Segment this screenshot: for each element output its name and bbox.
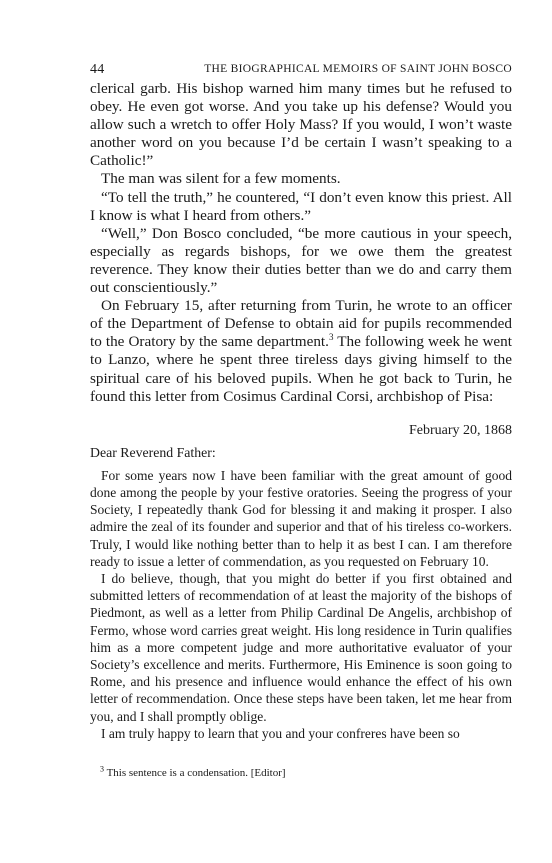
body-paragraph-1: clerical garb. His bishop warned him many times but he refused to obey. He even got worse. And you take up his defense? Would you allow such a wretch to offer Holy Mass? If you would, I won’t waste another word on you because I’d be certain I wasn’t speaking to a Catholic!” — [90, 80, 512, 170]
footnote-text: This sentence is a condensation. [Editor] — [106, 766, 286, 779]
letter-paragraph-3: I am truly happy to learn that you and your confreres have been so — [101, 725, 460, 741]
body-paragraph-2: The man was silent for a few moments. — [101, 170, 341, 188]
letter-date: February 20, 1868 — [408, 422, 512, 438]
footnote-reference: 3 — [328, 332, 334, 343]
page-header — [90, 60, 512, 80]
page-number: 44 — [90, 62, 105, 77]
main-text — [90, 80, 512, 406]
quoted-letter — [90, 422, 512, 742]
body-paragraph-4: “Well,” Don Bosco concluded, “be more cautious in your speech, especially as regards bishops, for we owe them the greatest reverence. They know their duties better than we do and carry them out conscientiously.” — [90, 224, 512, 297]
body-paragraph-5-part-2: The following week he went to Lanzo, where he spent three tireless days giving himself to the spiritual care of his beloved pupils. When he got back to Turin, he found this letter from Cosimus Cardinal Corsi, archbishop of Pisa: — [90, 333, 512, 405]
footnote — [90, 766, 512, 780]
running-title: THE BIOGRAPHICAL MEMOIRS OF SAINT JOHN BOSCO — [204, 63, 512, 75]
letter-salutation: Dear Reverend Father: — [90, 444, 216, 460]
body-paragraph-3: “To tell the truth,” he countered, “I don’t even know this priest. All I know is what I heard from others.” — [90, 188, 512, 224]
letter-paragraph-2: I do believe, though, that you might do better if you first obtained and submitted letters of recommendation of at least the majority of the bishops of Piedmont, as well as a letter from Philip Cardinal De Angelis, archbishop of Fermo, whose word carries great weight. His long residence in Turin qualifies him as a more competent judge and more authoritative evaluator of your Society’s excellence and merits. Furthermore, His Eminence is soon going to Rome, and his presence and influence would enhance the effect of his own letter of recommendation. Once these steps have been taken, let me hear from you, and I shall promptly oblige. — [90, 570, 512, 724]
body-paragraph-5-part-1: On February 15, after returning from Turin, he wrote to an officer of the Department of Defense to obtain aid for pupils recommended to the Oratory by the same department. — [90, 297, 512, 351]
book-page — [90, 60, 512, 780]
letter-paragraph-1: For some years now I have been familiar with the great amount of good done among the people by your festive oratories. Seeing the progress of your Society, I repeatedly thank God for blessing it and making it prosper. I also admire the zeal of its founder and superior and that of his tireless co-workers. Truly, I would like nothing better than to help it as best I can. I am therefore ready to issue a letter of commendation, as you requested on February 10. — [90, 467, 512, 569]
body-paragraph-5 — [90, 297, 512, 406]
footnote-marker: 3 — [100, 764, 104, 774]
